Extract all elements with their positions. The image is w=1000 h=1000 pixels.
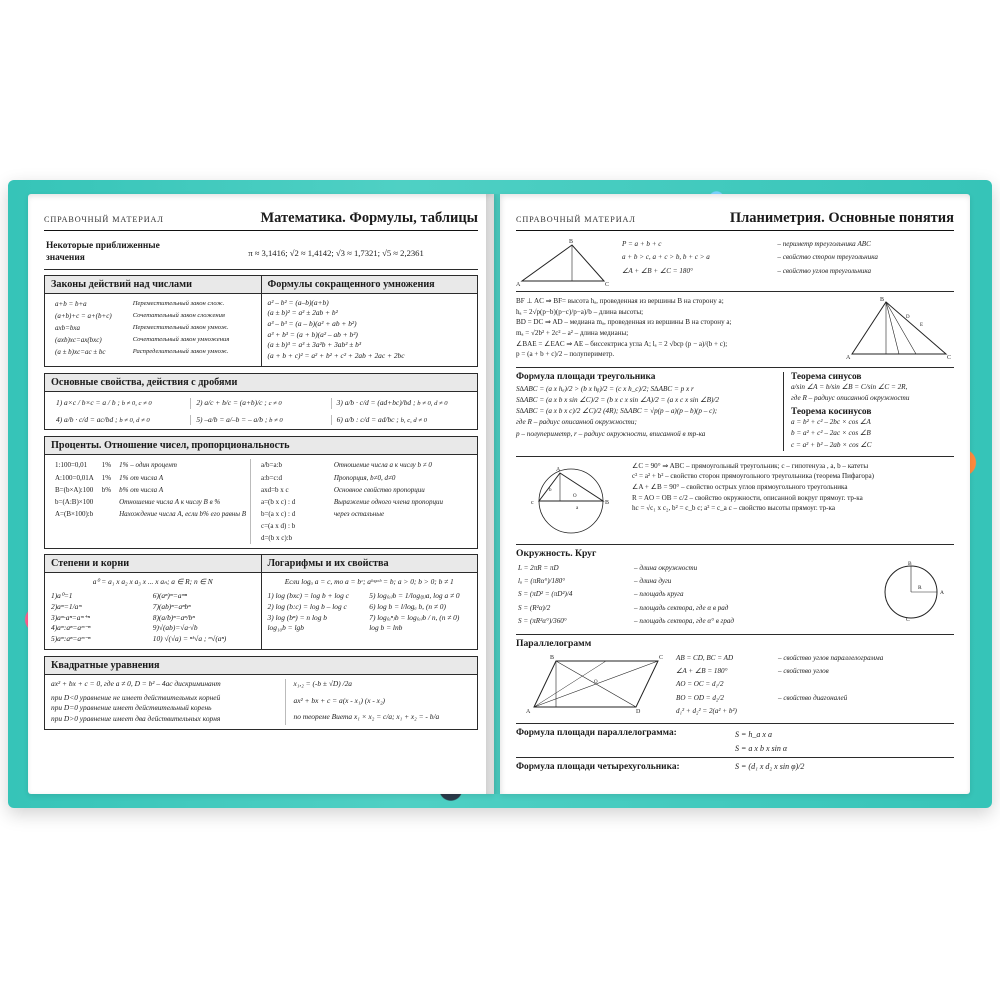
svg-text:B: B bbox=[550, 654, 555, 661]
svg-text:b: b bbox=[549, 487, 552, 493]
log-line: 5) log₍ₐ₎b = 1/log₍ᵦ₎a, log a ≠ 0 bbox=[369, 591, 460, 601]
log-line: 7) log₍ₐⁿ₎b = log₍ₐ₎b / n, (n ≠ 0) bbox=[369, 612, 460, 622]
svg-text:E: E bbox=[920, 323, 924, 328]
svg-text:A: A bbox=[516, 282, 521, 287]
svg-text:B: B bbox=[908, 560, 912, 567]
height-line: ∠BAE = ∠EAC ⇒ AE – биссектриса угла A; lₐ = 2 √bcp (p − a)/(b + c); bbox=[516, 339, 728, 348]
quadratic-vieta: по теореме Виета x₁ × x₂ = c/a; x₁ + x₂ = - b/a bbox=[293, 712, 440, 722]
svg-text:O: O bbox=[573, 493, 577, 499]
sin-title: Теорема синусов bbox=[790, 372, 862, 382]
table-row: axb=bxa Переместительный закон умнож. bbox=[55, 323, 229, 332]
table-row: AB = CD, BC = AD – свойство углов параллелограмма bbox=[676, 653, 884, 662]
log-line: 1) log (bxc) = log b + log c bbox=[267, 591, 349, 601]
powers-head: a⁰ = a₁ x a₂ x a₃ x ... x aₙ; a ∈ R; n ∈ N bbox=[92, 577, 213, 587]
section-approx bbox=[44, 237, 478, 270]
table-row: c=(a x d) : b bbox=[260, 522, 296, 531]
svg-text:B: B bbox=[880, 297, 885, 303]
powers-title: Степени и корни bbox=[45, 555, 261, 573]
fraction-item: 5) –a/b = a/–b = – a/b ; b ≠ 0 bbox=[190, 415, 330, 426]
area-line: S∆ABC = (a x b x sin ∠C)/2 = (b x c x sin ∠A)/2 = (a x c x sin ∠B)/2 bbox=[516, 396, 719, 405]
table-row: AO = OC = d₁/2 bbox=[676, 680, 724, 689]
right-tri-line: hc = √c₁ x c₂, b² = c_b c; a² = c_a c – свойство высоты прямоуг. тр-ка bbox=[632, 504, 836, 513]
percents-table-a bbox=[51, 459, 250, 520]
abridged-line: (a ± b)³ = a³ ± 3a²b + 3ab² ± b³ bbox=[267, 340, 362, 350]
power-line: 6)(aⁿ)ᵐ=aᵐⁿ bbox=[152, 591, 188, 601]
triangle-cevians-figure bbox=[846, 296, 954, 362]
right-triangle-notes bbox=[632, 461, 954, 539]
abridged-title: Формулы сокращенного умножения bbox=[262, 276, 478, 294]
right-kicker: СПРАВОЧНЫЙ МАТЕРИАЛ bbox=[516, 215, 636, 224]
parallelogram-area-line: S = h_a x a bbox=[735, 730, 772, 740]
laws-title: Законы действий над числами bbox=[45, 276, 261, 294]
area-line: S∆ABC = (a x hₐ)/2 > (b x hᵦ)/2 = (c x h_c)/2; S∆ABC = p x r bbox=[516, 385, 694, 393]
abridged-line: a³ + b³ = (a + b)(a² – ab + b²) bbox=[267, 329, 358, 339]
quadratic-case: при D=0 уравнение имеет действительный корень bbox=[51, 703, 212, 713]
svg-text:R: R bbox=[918, 584, 922, 591]
svg-text:a: a bbox=[576, 505, 579, 511]
table-row: S = (R²α)/2 – площадь сектора, где α в рад bbox=[518, 603, 729, 612]
table-row: S = (πR²α°)/360° – площадь сектора, где α° в град bbox=[518, 617, 735, 626]
quadratic-factor: ax² + bx + c = a(x - x₁) (x - x₂) bbox=[293, 695, 385, 705]
parallelogram-figure bbox=[516, 651, 666, 715]
log-line: log b = lnb bbox=[369, 623, 403, 633]
table-row: 1:100=0,01 1% 1% – один процент bbox=[55, 461, 177, 470]
table-row: Пропорция, b≠0, d≠0 bbox=[333, 473, 396, 482]
table-row: Отношение числа a к числу b ≠ 0 bbox=[333, 461, 432, 470]
table-row: Выражение одного члена пропорции bbox=[333, 497, 444, 506]
table-row: a+b = b+a Переместительный закон слож. bbox=[55, 299, 225, 308]
log-line: 3) log (bⁿ) = n log b bbox=[267, 612, 327, 622]
triangle-basic-table bbox=[620, 237, 954, 279]
svg-text:D: D bbox=[906, 315, 910, 320]
table-row: (axb)xc=ax(bxc) Сочетательный закон умножения bbox=[55, 335, 230, 344]
parallelogram-title: Параллелограмм bbox=[516, 637, 592, 649]
table-row: L = 2πR = πD – длина окружности bbox=[518, 563, 698, 572]
svg-text:A: A bbox=[526, 708, 531, 715]
area-line: S∆ABC = (a x b x c)/2 ∠C)/2 (4R); S∆ABC = √p(p – a)(p – b)(p – c); bbox=[516, 407, 718, 416]
quadratic-main: ax² + bx + c = 0, где a ≠ 0, D = b² – 4ac дискриминант bbox=[51, 678, 221, 688]
table-row: d₁² + d₂² = 2(a² + b²) bbox=[676, 706, 737, 715]
table-row: BO = OD = d₂/2 – свойство диагоналей bbox=[676, 693, 848, 702]
table-row: Основное свойство пропорции bbox=[333, 485, 425, 494]
table-row: ∠A + ∠B + ∠C = 180° – свойство углов треугольника bbox=[622, 266, 872, 275]
parallelogram-area-title: Формула площади параллелограмма: bbox=[516, 728, 677, 739]
book bbox=[0, 180, 1000, 820]
fractions-title: Основные свойства, действия с дробями bbox=[45, 374, 477, 392]
log-line: 2) log (b:c) = log b – log c bbox=[267, 601, 347, 611]
table-row: (a ± b)xc=ac ± bc Распределительный закон умнож. bbox=[55, 348, 229, 357]
power-line: 3)aᵐ·aⁿ=aᵐ⁺ⁿ bbox=[51, 612, 90, 622]
area-line: р – полупериметр, r – радиус окружности, вписанной в тр-ка bbox=[516, 429, 706, 438]
fraction-item: 3) a/b · c/d = (ad+bc)/bd ; b ≠ 0, d ≠ 0 bbox=[331, 398, 471, 409]
table-row: ∠A + ∠B = 180° – свойство углов bbox=[676, 666, 829, 675]
left-page bbox=[28, 194, 494, 794]
height-line: BD = DC ⇒ AD – медиана mₐ, проведенная из вершины B на сторону a; bbox=[516, 318, 732, 327]
log-line: log₁₀b = lgb bbox=[267, 623, 304, 633]
approx-title: Некоторые приближенные значения bbox=[46, 241, 160, 263]
section-fractions bbox=[44, 373, 478, 430]
svg-text:C: C bbox=[906, 616, 910, 623]
power-line: 8)(a/b)ⁿ=aⁿ/bⁿ bbox=[152, 612, 195, 622]
svg-text:D: D bbox=[636, 708, 641, 715]
svg-text:B: B bbox=[569, 239, 574, 245]
table-row: a:b=c:d bbox=[260, 473, 283, 482]
height-line: p = (a + b + c)/2 – полупериметр. bbox=[516, 350, 615, 359]
parallelogram-table bbox=[674, 651, 954, 720]
height-line: BF ⊥ AC ⇒ BF= высота hₐ, проведенная из вершины B на сторону a; bbox=[516, 297, 724, 305]
height-line: mₐ = √2b² + 2c² – a² – длина медианы; bbox=[516, 328, 629, 337]
cos-line: b = a² + c² – 2ac × cos ∠B bbox=[790, 429, 871, 438]
fraction-item: 4) a/b · c/d = ac/bd ; b ≠ 0, d ≠ 0 bbox=[56, 414, 150, 424]
cos-line: c = a² + b² – 2ab × cos ∠C bbox=[790, 440, 872, 449]
quadrilateral-area-title: Формула площади четырехугольника: bbox=[516, 762, 680, 773]
table-row: через остальные bbox=[333, 509, 385, 518]
abridged-line: a² – b² = (a–b)(a+b) bbox=[267, 297, 329, 307]
power-line: 7)(ab)ⁿ=aⁿbⁿ bbox=[152, 601, 191, 611]
circle-formula-table bbox=[516, 561, 860, 630]
table-row: b=(А:В)×100 Отношение числа А к числу В в % bbox=[55, 497, 221, 506]
percents-table-b bbox=[257, 459, 324, 544]
fraction-item: 6) a/b : c/d = ad/bc ; b, c, d ≠ 0 bbox=[331, 415, 471, 426]
right-tri-line: c² = a² + b² – свойство сторон прямоугольного треугольника (теорема Пифагора) bbox=[632, 472, 875, 481]
quadratic-title: Квадратные уравнения bbox=[45, 657, 477, 675]
approx-values: π ≈ 3,1416; √2 ≈ 1,4142; √3 ≈ 1,7321; √5 ≈ 2,2361 bbox=[248, 247, 424, 258]
right-title: Планиметрия. Основные понятия bbox=[729, 210, 954, 226]
fraction-item: 2) a/c + b/c = (a+b)/c ; c ≠ 0 bbox=[190, 398, 330, 409]
log-line: 6) log b = l/logₐ b, (n ≠ 0) bbox=[369, 601, 446, 611]
svg-text:C: C bbox=[605, 282, 610, 287]
fraction-item: 1) a×c / b×c = a / b ; b ≠ 0, c ≠ 0 bbox=[56, 397, 152, 407]
circle-title: Окружность. Круг bbox=[516, 547, 597, 559]
table-row: lₐ = (πRα°)/180° – длина дуги bbox=[518, 577, 672, 586]
left-title: Математика. Формулы, таблицы bbox=[260, 210, 478, 226]
section-logs bbox=[262, 554, 479, 649]
power-line: 10) √(√a) = ⁿᵏ√a ; ᵐ√(aⁿ) bbox=[152, 634, 227, 644]
right-page-header bbox=[516, 210, 954, 231]
table-row: В=(b×А):100 b% b% от числа А bbox=[55, 485, 164, 494]
triangle-figure bbox=[516, 237, 612, 287]
cos-title: Теорема косинусов bbox=[790, 407, 872, 418]
table-row: a/b=a:b bbox=[260, 461, 283, 470]
table-row: А:100=0,01А 1% 1% от числа А bbox=[55, 473, 164, 482]
svg-text:A: A bbox=[556, 466, 561, 473]
abridged-line: a³ – b³ = (a – b)(a² + ab + b²) bbox=[267, 318, 357, 328]
svg-text:A: A bbox=[846, 355, 851, 361]
logs-head: Если logₐ a = c, то a = bᶜ; aˡᵒᵍᵃᵇ = b; a > 0; b > 0; b ≠ 1 bbox=[284, 577, 454, 587]
logs-title: Логарифмы и их свойства bbox=[262, 555, 478, 573]
heights-notes bbox=[516, 296, 840, 362]
section-quadratic bbox=[44, 656, 478, 730]
table-row: (a+b)+c = a+(b+c) Сочетательный закон сложения bbox=[55, 311, 226, 320]
power-line: 4)aᵐ:aⁿ=aᵐ⁻ⁿ bbox=[51, 623, 91, 633]
percents-title: Проценты. Отношение чисел, пропорциональность bbox=[45, 437, 477, 455]
svg-text:O: O bbox=[594, 679, 598, 685]
power-line: 2)aᵐ=1/aᵐ bbox=[51, 601, 82, 611]
quadratic-root: x₁,₂ = (-b ± √D) /2a bbox=[293, 678, 352, 688]
right-page bbox=[500, 194, 970, 794]
power-line: 5)aᵐ:aⁿ=aᵐ⁻ⁿ bbox=[51, 634, 91, 644]
power-line: 9)√(ab)=√a·√b bbox=[152, 623, 198, 633]
quadrilateral-area-line: S = (d₁ x d₂ x sin φ)/2 bbox=[735, 762, 805, 772]
percents-table-c bbox=[330, 459, 471, 520]
abridged-line: (a ± b)² = a² ± 2ab + b² bbox=[267, 308, 338, 318]
left-kicker: СПРАВОЧНЫЙ МАТЕРИАЛ bbox=[44, 215, 164, 224]
table-row: А=(В×100):b Нахождение числа А, если b% его равны В bbox=[55, 509, 246, 518]
table-row: d=(b x c):b bbox=[260, 534, 293, 543]
svg-text:C: C bbox=[947, 355, 952, 361]
laws-table bbox=[51, 298, 255, 359]
svg-text:C: C bbox=[659, 654, 664, 661]
table-row: axd=b x c bbox=[260, 485, 289, 494]
area-title: Формула площади треугольника bbox=[516, 372, 656, 382]
circle-figure bbox=[868, 561, 954, 623]
section-abridged bbox=[262, 275, 479, 367]
area-line: где R – радиус описанной окружности; bbox=[516, 418, 637, 427]
right-tri-line: ∠A + ∠B = 90° – свойство острых углов прямоугольного треугольника bbox=[632, 483, 848, 492]
quadratic-case: при D<0 уравнение не имеет действительных корней bbox=[51, 692, 221, 702]
table-row: a=(b x c) : d bbox=[260, 497, 296, 506]
section-percents bbox=[44, 436, 478, 549]
height-line: hₐ = 2√p(p−b)(p−c)/p−a)/b – длина высоты; bbox=[516, 307, 644, 316]
power-line: 1)a⁰=1 bbox=[51, 591, 73, 601]
svg-text:B: B bbox=[605, 499, 610, 506]
svg-text:A: A bbox=[940, 589, 944, 596]
sin-line: где R – радиус описанной окружности bbox=[790, 394, 910, 403]
table-row: b=(a x c) : d bbox=[260, 509, 296, 518]
sin-line: a/sin ∠A = b/sin ∠B = C/sin ∠C = 2R, bbox=[790, 383, 908, 391]
table-row: S = (πD² = (πD²)/4 – площадь круга bbox=[518, 590, 684, 599]
section-powers bbox=[44, 554, 262, 649]
svg-text:c: c bbox=[531, 499, 534, 506]
right-tri-line: ∠C = 90° ⇒ ABC – прямоугольный треугольник; с – гипотенуза , a, b – катеты bbox=[632, 461, 869, 470]
table-row: P = a + b + c – периметр треугольника ABC bbox=[622, 240, 871, 248]
abridged-line: (a + b + c)² = a² + b² + c² + 2ab + 2ac + 2bc bbox=[267, 351, 405, 361]
left-page-header bbox=[44, 210, 478, 231]
section-laws bbox=[44, 275, 262, 367]
right-triangle-circle-figure bbox=[516, 461, 626, 539]
parallelogram-area-line: S = a x b x sin α bbox=[735, 743, 788, 753]
table-row: a + b > c, a + c > b, b + c > a – свойство сторон треугольника bbox=[622, 253, 878, 262]
cos-line: a = b² + c² – 2bc × cos ∠A bbox=[790, 418, 871, 427]
quadratic-case: при D>0 уравнение имеет два действительных корня bbox=[51, 713, 221, 723]
right-tri-line: R = AO = OB = c/2 – свойство окружности, описанной вокруг прямоуг. тр-ка bbox=[632, 493, 863, 502]
